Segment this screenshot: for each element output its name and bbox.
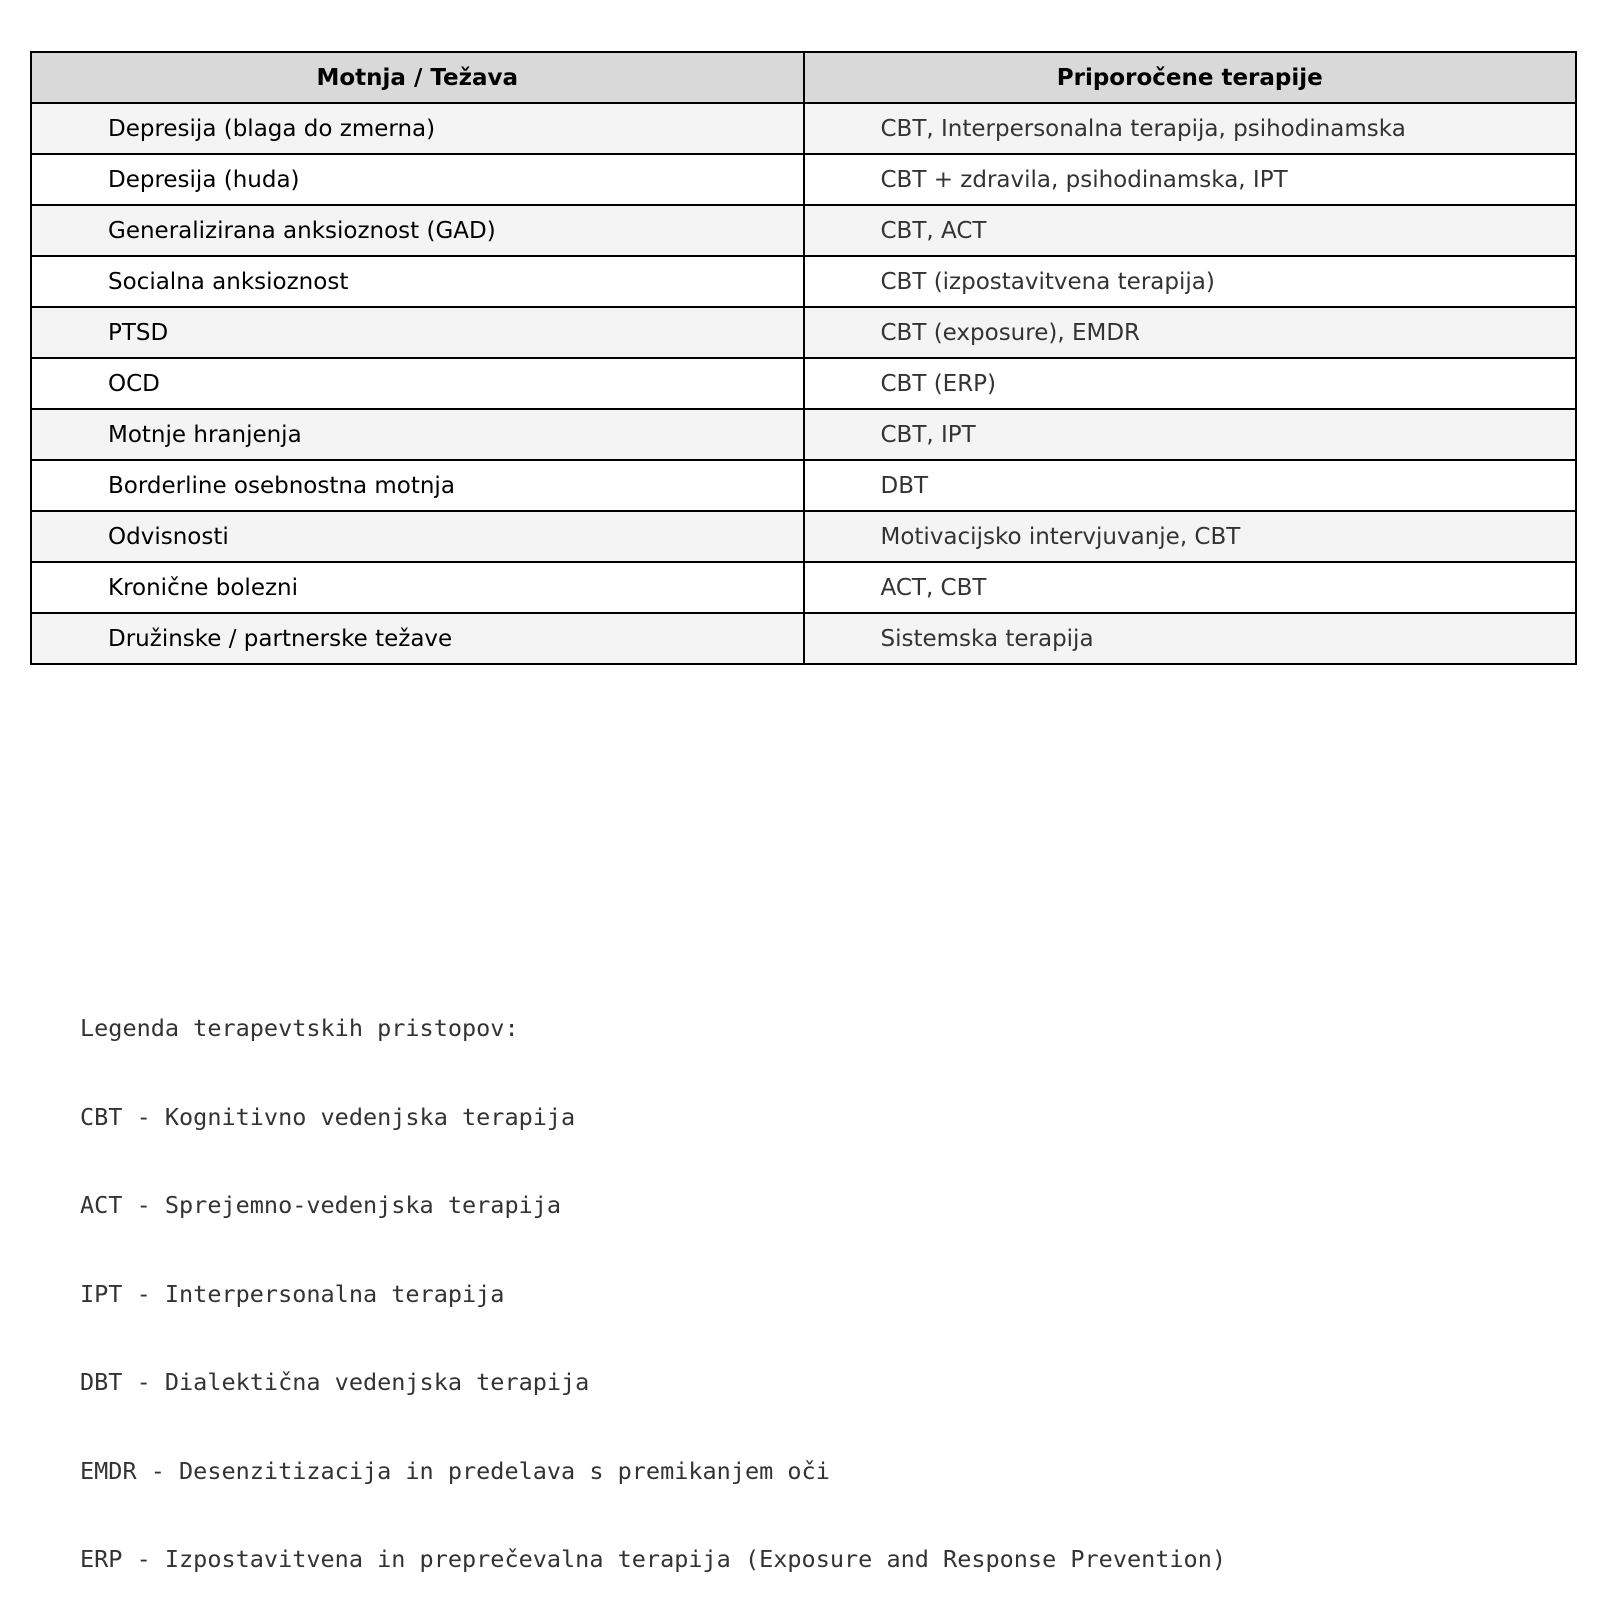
therapy-cell: ACT, CBT (804, 562, 1577, 613)
therapy-cell: CBT (izpostavitvena terapija) (804, 256, 1577, 307)
legend-title: Legenda terapevtskih pristopov: (80, 1014, 519, 1042)
therapy-cell: CBT, ACT (804, 205, 1577, 256)
legend-item-cbt: CBT - Kognitivno vedenjska terapija (80, 1102, 576, 1131)
disorder-cell: Družinske / partnerske težave (31, 613, 804, 664)
table-header-row (31, 52, 1576, 103)
therapy-cell: CBT, Interpersonalna terapija, psihodinamska (804, 103, 1577, 154)
disorder-cell: OCD (31, 358, 804, 409)
disorder-cell: PTSD (31, 307, 804, 358)
table-row (31, 562, 1576, 613)
therapy-cell: DBT (804, 460, 1577, 511)
therapy-table-container (30, 51, 1577, 665)
therapy-cell: CBT (exposure), EMDR (804, 307, 1577, 358)
table-row (31, 409, 1576, 460)
therapy-legend (80, 955, 1226, 1604)
disorder-cell: Generalizirana anksioznost (GAD) (31, 205, 804, 256)
table-row (31, 460, 1576, 511)
disorder-cell: Odvisnosti (31, 511, 804, 562)
header-disorder: Motnja / Težava (31, 52, 804, 103)
table-row (31, 613, 1576, 664)
legend-item-act: ACT - Sprejemno-vedenjska terapija (80, 1191, 562, 1219)
disorder-cell: Motnje hranjenja (31, 409, 804, 460)
therapy-cell: CBT (ERP) (804, 358, 1577, 409)
disorder-cell: Borderline osebnostna motnja (31, 460, 804, 511)
therapy-cell: Motivacijsko intervjuvanje, CBT (804, 511, 1577, 562)
table-row (31, 358, 1576, 409)
legend-item-dbt: DBT - Dialektična vedenjska terapija (80, 1368, 590, 1396)
legend-item-erp: ERP - Izpostavitvena in preprečevalna terapija (Exposure and Response Prevention) (80, 1545, 1227, 1573)
therapy-cell: CBT + zdravila, psihodinamska, IPT (804, 154, 1577, 205)
therapy-table (30, 51, 1577, 665)
disorder-cell: Depresija (huda) (31, 154, 804, 205)
legend-item-emdr: EMDR - Desenzitizacija in predelava s premikanjem oči (80, 1456, 830, 1485)
table-row (31, 256, 1576, 307)
disorder-cell: Socialna anksioznost (31, 256, 804, 307)
table-row (31, 307, 1576, 358)
therapy-cell: CBT, IPT (804, 409, 1577, 460)
therapy-cell: Sistemska terapija (804, 613, 1577, 664)
disorder-cell: Kronične bolezni (31, 562, 804, 613)
table-row (31, 511, 1576, 562)
table-row (31, 154, 1576, 205)
legend-item-ipt: IPT - Interpersonalna terapija (80, 1279, 505, 1308)
disorder-cell: Depresija (blaga do zmerna) (31, 103, 804, 154)
table-row (31, 103, 1576, 154)
table-row (31, 205, 1576, 256)
header-therapies: Priporočene terapije (804, 52, 1577, 103)
